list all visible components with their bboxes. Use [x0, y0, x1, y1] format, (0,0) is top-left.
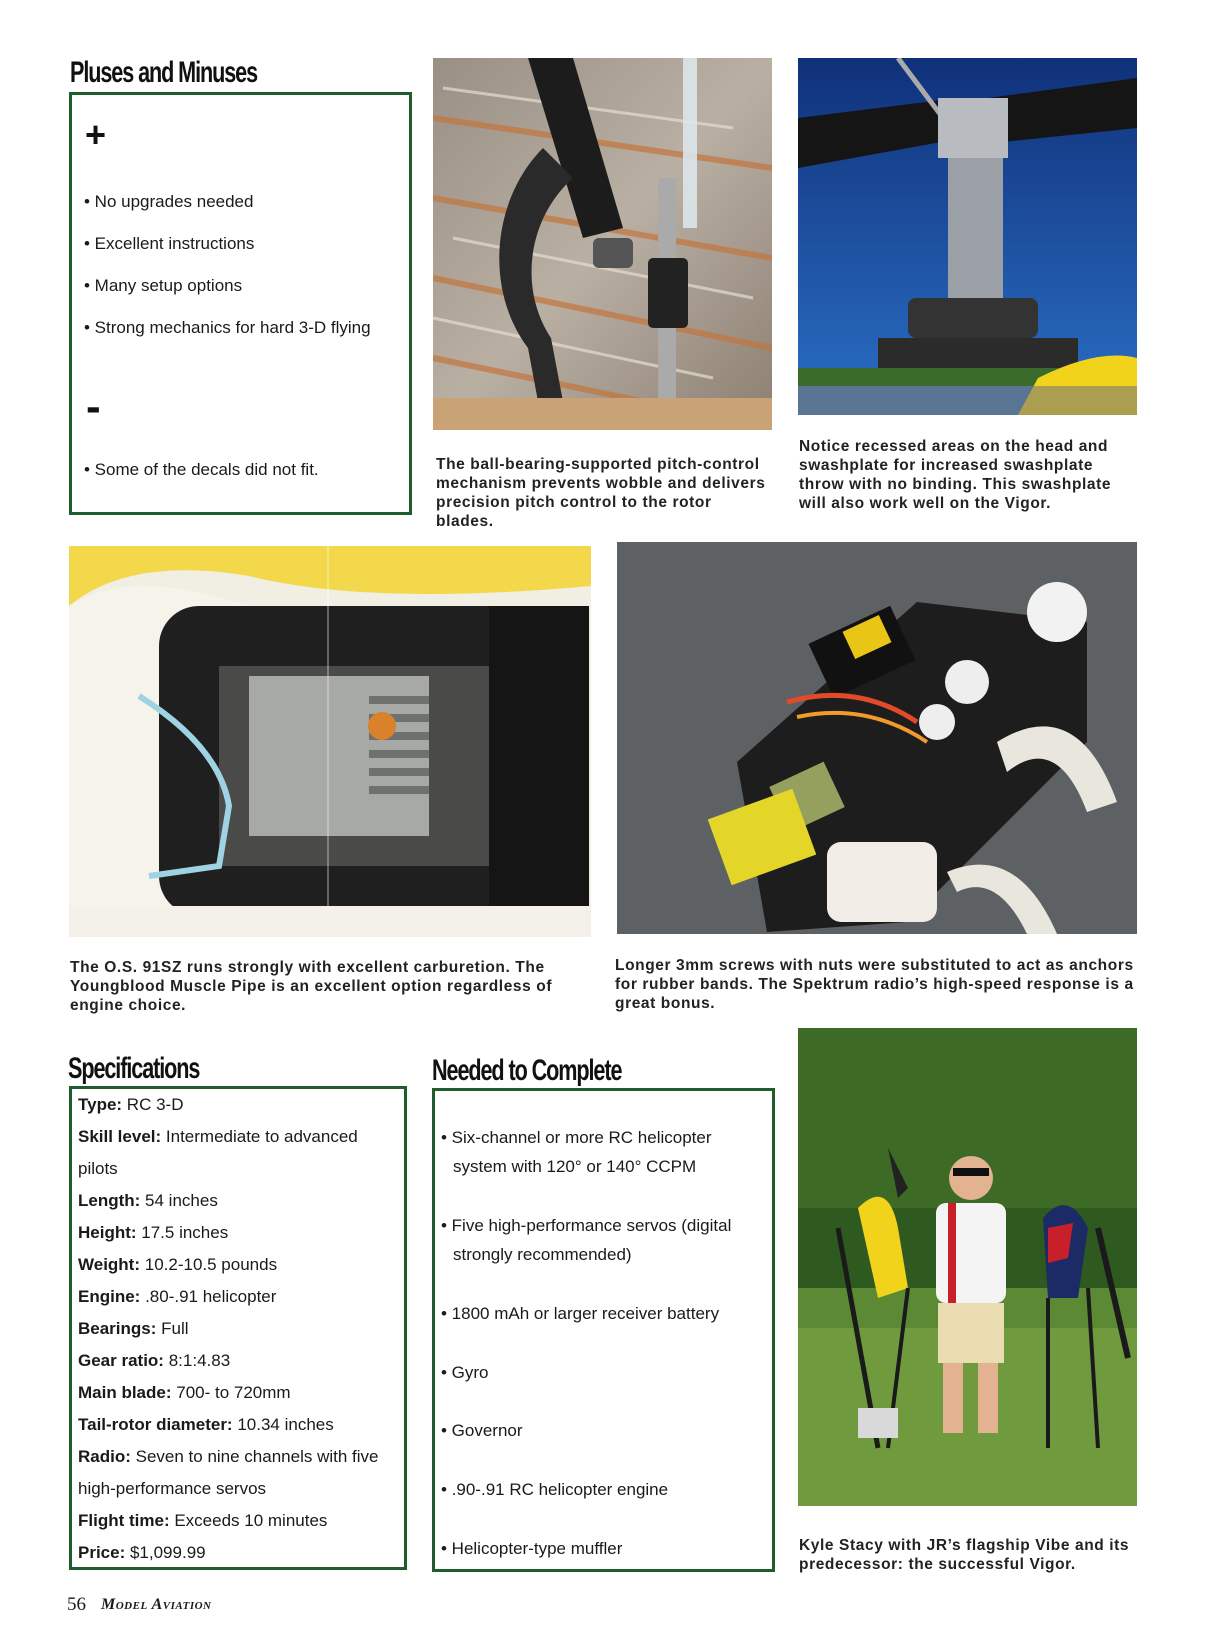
pluses-minuses-heading: Pluses and Minuses [70, 56, 258, 89]
minus-symbol: - [86, 382, 101, 431]
needed-item: • .90-.91 RC helicopter engine [441, 1480, 669, 1499]
caption-pitch-control: The ball-bearing-supported pitch-control mechanism prevents wobble and delivers precision pitch control to the rotor blades. [436, 456, 766, 530]
page-number: 56 [67, 1594, 86, 1615]
engine-photo [69, 546, 591, 937]
plus-item: • Many setup options [84, 276, 243, 295]
specifications-heading: Specifications [68, 1052, 200, 1085]
spec-list [78, 1089, 406, 1569]
plus-item: • Excellent instructions [84, 234, 255, 253]
spec-type: Type: RC 3-D [78, 1095, 184, 1114]
pitch-control-photo [433, 58, 772, 430]
spec-engine: Engine: .80-.91 helicopter [78, 1287, 277, 1306]
plus-item: • Strong mechanics for hard 3-D flying [84, 318, 371, 337]
needed-item: • Five high-performance servos (digital strongly recommended) [441, 1216, 732, 1264]
radio-photo [617, 542, 1137, 934]
needed-item: • Gyro [441, 1363, 489, 1382]
spec-weight: Weight: 10.2-10.5 pounds [78, 1255, 278, 1274]
spec-length: Length: 54 inches [78, 1191, 218, 1210]
needed-item: • 1800 mAh or larger receiver battery [441, 1304, 720, 1323]
spec-tail-rotor: Tail-rotor diameter: 10.34 inches [78, 1415, 334, 1434]
spec-skill-level: Skill level: Intermediate to advanced [78, 1127, 358, 1146]
spec-radio-cont: high-performance servos [78, 1479, 267, 1498]
pilot-photo [798, 1028, 1137, 1506]
spec-height: Height: 17.5 inches [78, 1223, 229, 1242]
caption-rotor-head: Notice recessed areas on the head and swashplate for increased swashplate throw with no binding. This swashplate will also work well on the Vigor. [799, 438, 1112, 512]
plus-item: • No upgrades needed [84, 192, 254, 211]
needed-item: • Governor [441, 1421, 523, 1440]
spec-flight-time: Flight time: Exceeds 10 minutes [78, 1511, 328, 1530]
pluses-minuses-box [69, 92, 412, 515]
spec-radio: Radio: Seven to nine channels with five [78, 1447, 379, 1466]
caption-radio: Longer 3mm screws with nuts were substituted to act as anchors for rubber bands. The Spektrum radio’s high-speed response is a great bonus. [615, 957, 1134, 1012]
caption-engine: The O.S. 91SZ runs strongly with excellent carburetion. The Youngblood Muscle Pipe is an excellent option regardless of engine choice. [70, 959, 553, 1014]
minus-item: • Some of the decals did not fit. [84, 460, 319, 479]
needed-item: • Six-channel or more RC helicopter system with 120° or 140° CCPM [441, 1128, 712, 1176]
plus-symbol: + [85, 114, 107, 155]
specifications-box [69, 1086, 407, 1570]
magazine-name: Model Aviation [101, 1596, 212, 1613]
rotor-head-photo [798, 58, 1137, 415]
caption-pilot: Kyle Stacy with JR’s flagship Vibe and its predecessor: the successful Vigor. [799, 1537, 1130, 1573]
spec-main-blade: Main blade: 700- to 720mm [78, 1383, 291, 1402]
needed-heading: Needed to Complete [432, 1054, 622, 1087]
needed-box [432, 1088, 775, 1572]
spec-gear-ratio: Gear ratio: 8:1:4.83 [78, 1351, 231, 1370]
spec-price: Price: $1,099.99 [78, 1543, 206, 1562]
spec-skill-level-cont: pilots [78, 1159, 118, 1178]
needed-item: • Helicopter-type muffler [441, 1539, 623, 1558]
spec-bearings: Bearings: Full [78, 1319, 189, 1338]
